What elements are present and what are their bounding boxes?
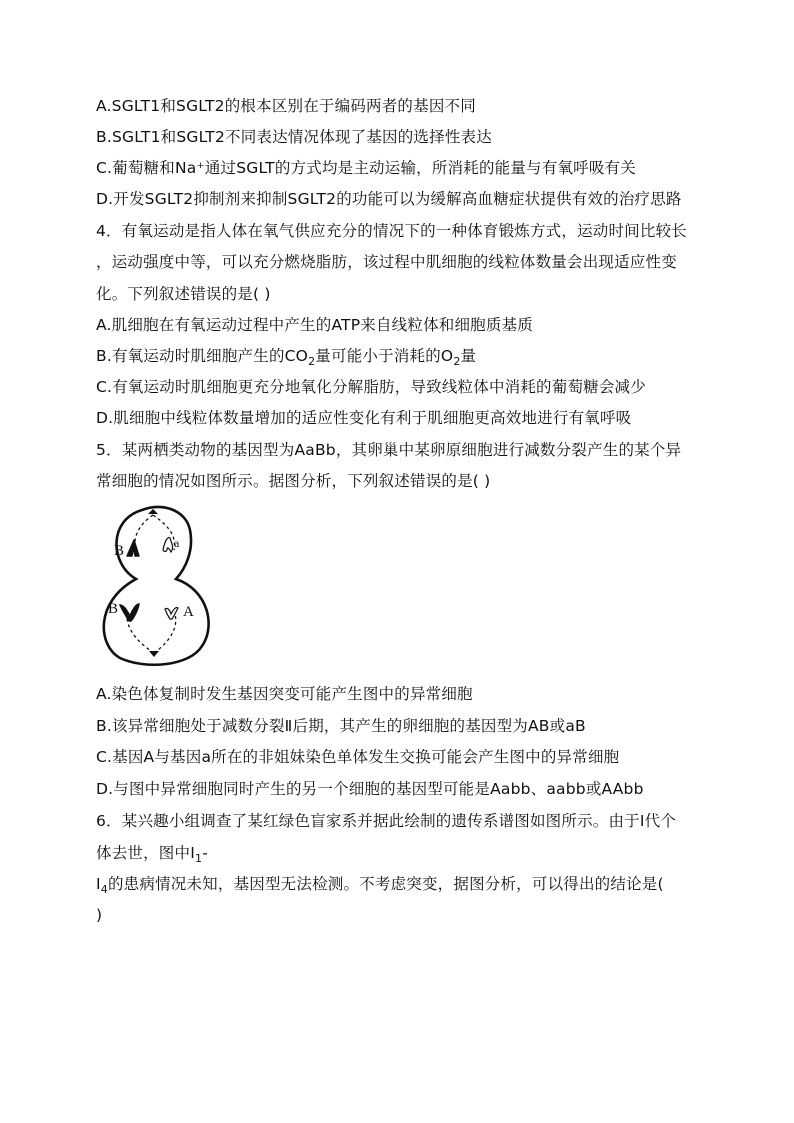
q5-option-a: A.染色体复制时发生基因突变可能产生图中的异常细胞 [96, 685, 473, 703]
q4-stem-line-3: 化。下列叙述错误的是( ) [96, 285, 271, 303]
chromosome-bottom-dark [120, 604, 139, 621]
chromosome-top-dark [127, 540, 139, 556]
q5-option-c: C.基因A与基因a所在的非姐妹染色单体发生交换可能会产生图中的异常细胞 [96, 748, 620, 766]
q4-option-a: A.肌细胞在有氧运动过程中产生的ATP来自线粒体和细胞质基质 [96, 316, 533, 334]
gene-label-A-bottom: A [183, 604, 194, 620]
q6-line-3-text: 的患病情况未知，基因型无法检测。不考虑突变，据图分析，可以得出的结论是( [107, 875, 664, 893]
q4-stem-line-1: 4．有氧运动是指人体在氧气供应充分的情况下的一种体育锻炼方式，运动时间比较长 [96, 222, 687, 240]
spindle-bottom-right [154, 614, 176, 653]
q6-stem-line-4: ) [96, 906, 103, 924]
gene-label-a-top: a [174, 536, 180, 550]
q6-stem-line-1: 6．某兴趣小组调查了某红绿色盲家系并据此绘制的遗传系谱图如图所示。由于Ⅰ代个 [96, 812, 677, 830]
q3-option-d: D.开发SGLT2抑制剂来抑制SGLT2的功能可以为缓解高血糖症状提供有效的治疗思路 [96, 190, 682, 208]
q6-stem-line-2 [96, 843, 708, 869]
q3-option-c: C.葡萄糖和Na⁺通过SGLT的方式均是主动运输，所消耗的能量与有氧呼吸有关 [96, 159, 636, 177]
q5-option-d: D.与图中异常细胞同时产生的另一个细胞的基因型可能是Aabb、aabb或AAbb [96, 780, 644, 798]
q4-option-b-subscript-1: 2 [308, 355, 316, 369]
q4-option-b-text-2: 量可能小于消耗的O [315, 347, 454, 365]
q3-option-b: B.SGLT1和SGLT2不同表达情况体现了基因的选择性表达 [96, 128, 492, 146]
centrosome-bottom [149, 651, 159, 657]
q6-line-3-numeral: Ⅰ [96, 875, 101, 893]
q6-stem-line-3 [96, 874, 708, 900]
q6-line-3-subscript: 4 [100, 883, 108, 897]
spindle-top-left [135, 515, 153, 554]
q4-option-b-text-3: 量 [460, 347, 477, 365]
cell-division-figure [96, 500, 226, 672]
q4-stem-line-2: ，运动强度中等，可以充分燃烧脂肪，该过程中肌细胞的线粒体数量会出现适应性变 [96, 253, 677, 271]
q3-option-a: A.SGLT1和SGLT2的根本区别在于编码两者的基因不同 [96, 97, 476, 115]
q5-stem-line-1: 5．某两栖类动物的基因型为AaBb，其卵巢中某卵原细胞进行减数分裂产生的某个异 [96, 441, 682, 459]
q6-line-2-subscript: 1 [194, 852, 203, 866]
gene-label-B-top: B [114, 543, 125, 559]
q4-option-d: D.肌细胞中线粒体数量增加的适应性变化有利于肌细胞更高效地进行有氧呼吸 [96, 409, 632, 427]
q4-option-b-text-1: B.有氧运动时肌细胞产生的CO [96, 347, 309, 365]
cell-membrane [104, 507, 209, 665]
q6-line-2-dash: - [202, 844, 208, 862]
q5-option-b: B.该异常细胞处于减数分裂Ⅱ后期，其产生的卵细胞的基因型为AB或aB [96, 717, 586, 735]
dividing-cell-diagram [96, 500, 226, 672]
q6-line-2-text: 体去世，图中Ⅰ [96, 844, 195, 862]
chromosome-top-light [163, 538, 173, 553]
q5-stem-line-2: 常细胞的情况如图所示。据图分析，下列叙述错误的是( ) [96, 472, 491, 490]
centrosome-top [148, 509, 158, 514]
q4-option-c: C.有氧运动时肌细胞更充分地氧化分解脂肪，导致线粒体中消耗的葡萄糖会减少 [96, 378, 646, 396]
q4-option-b [96, 346, 708, 372]
q4-option-b-subscript-2: 2 [453, 355, 461, 369]
gene-label-B-bottom: B [108, 601, 119, 617]
